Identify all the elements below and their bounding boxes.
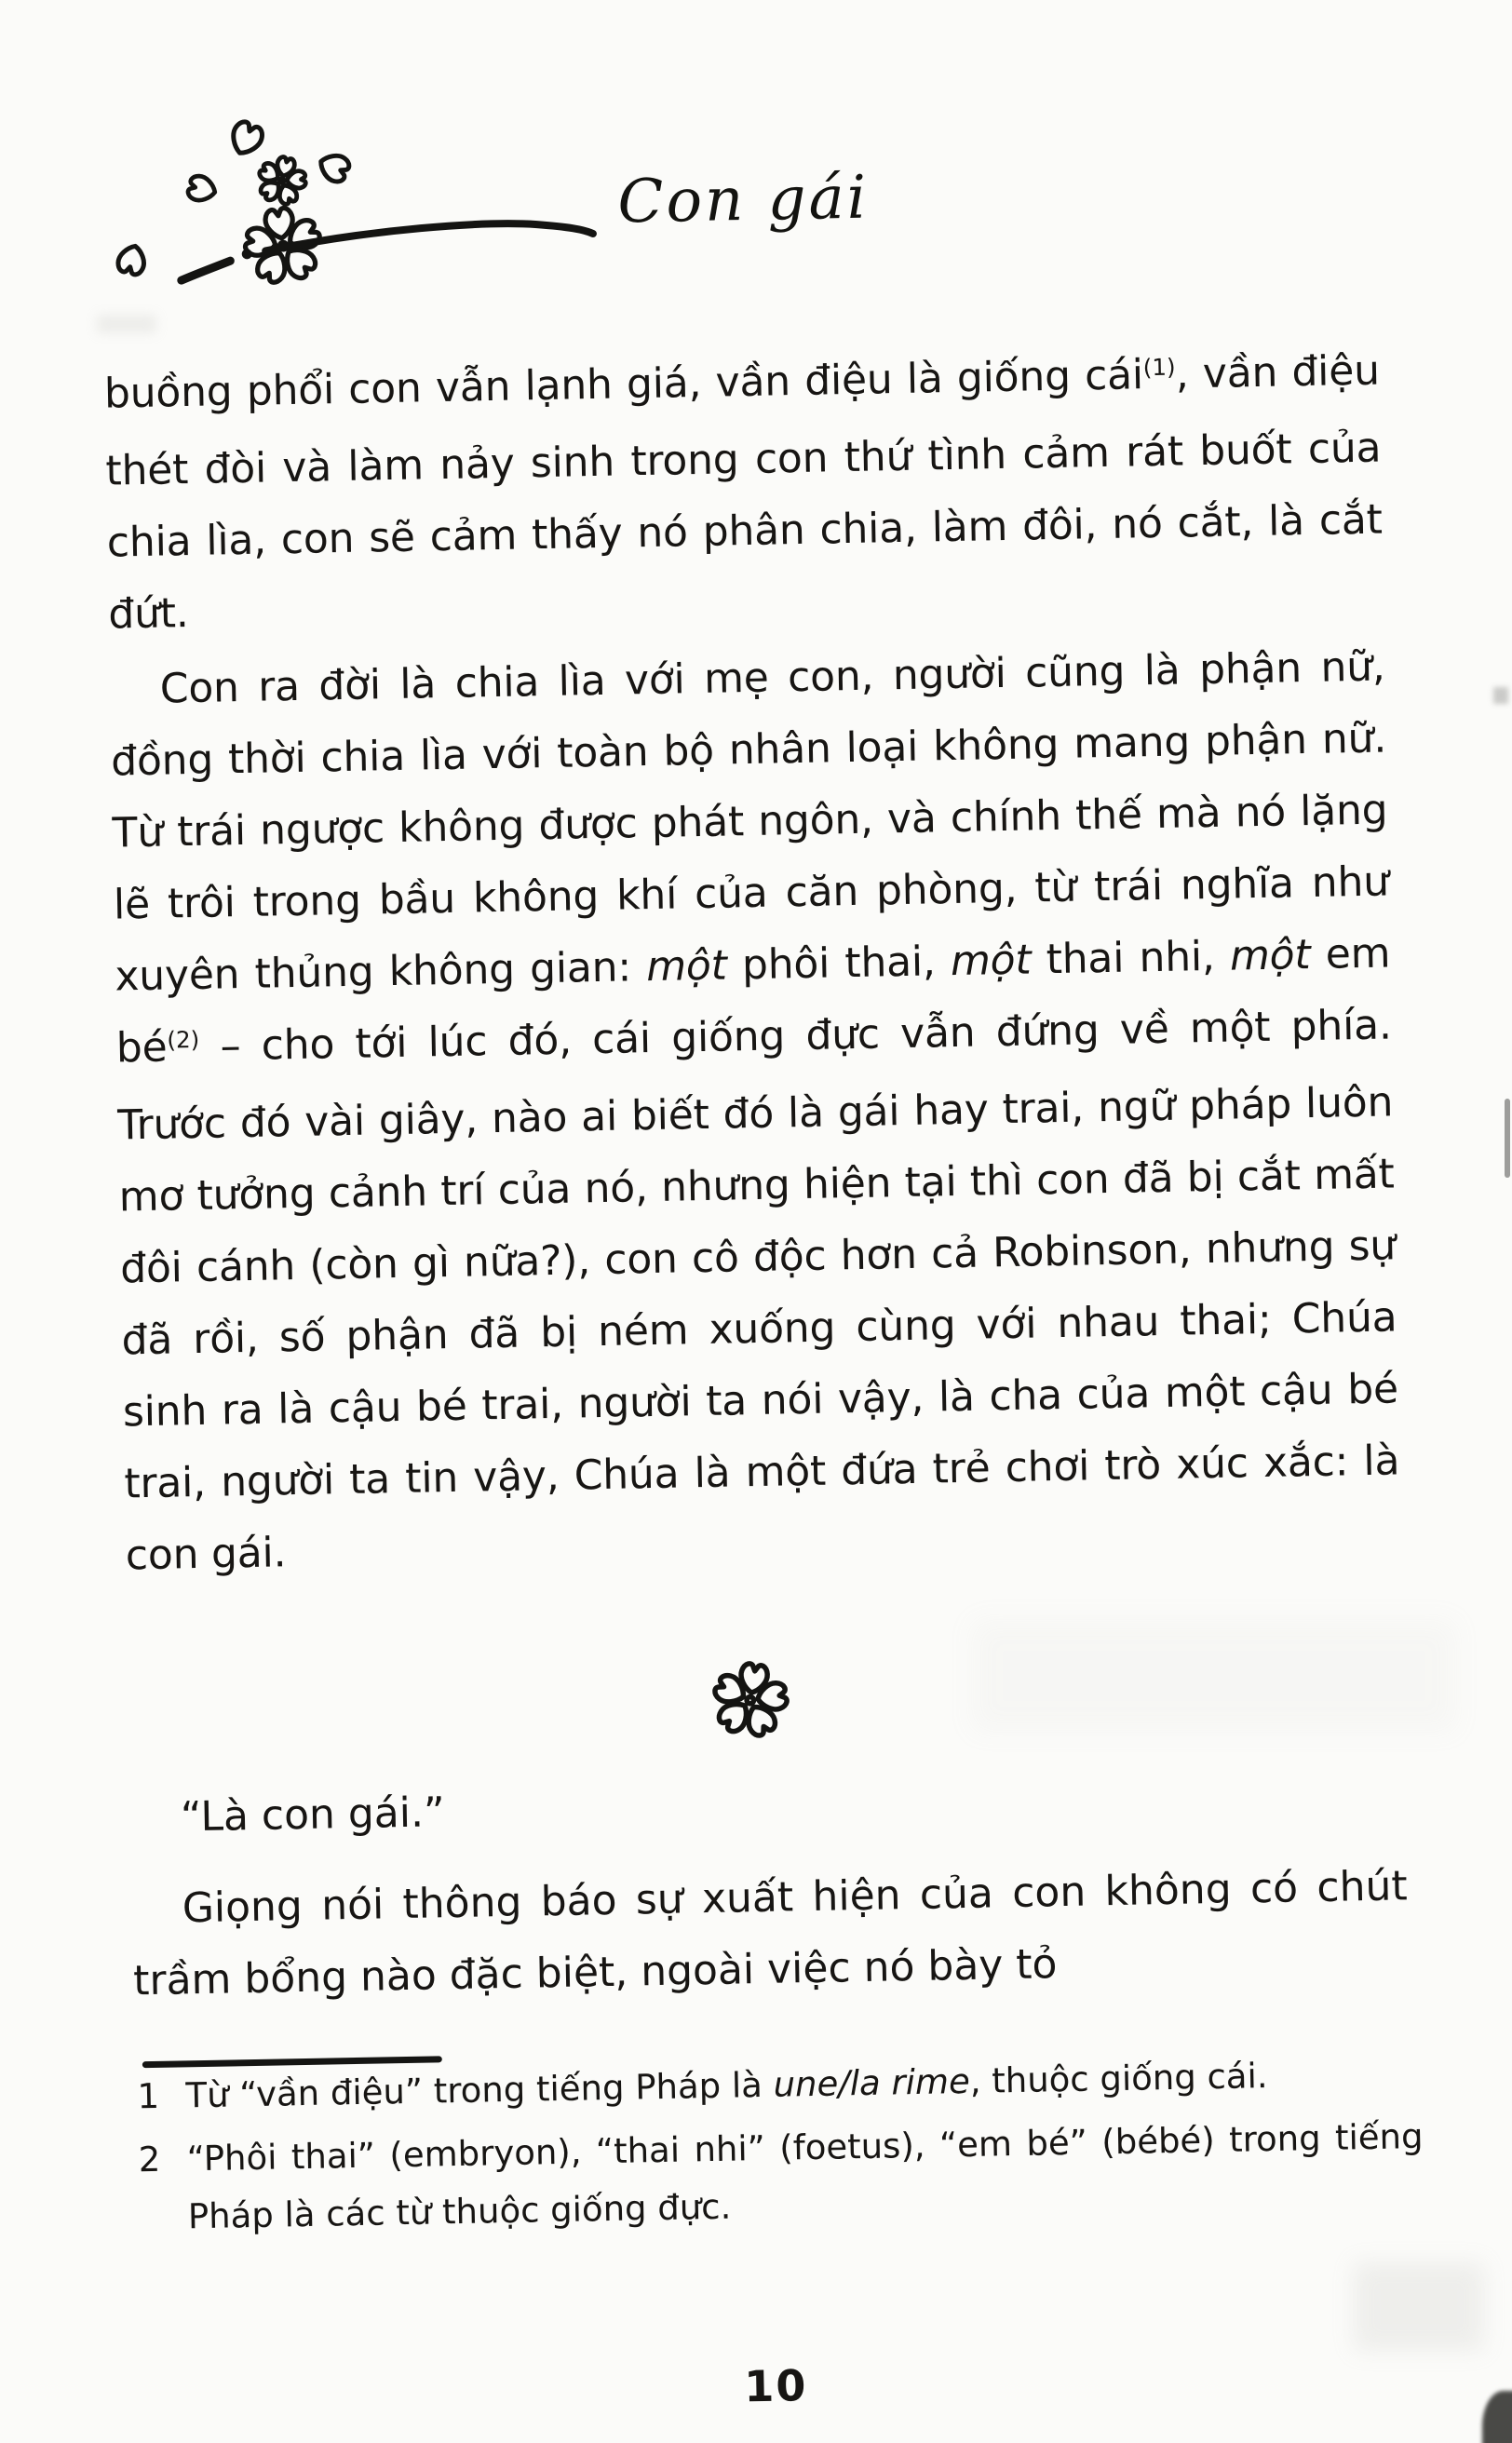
body-text bbox=[103, 335, 1401, 1592]
footnotes bbox=[137, 2038, 1424, 2247]
running-head-title: Con gái bbox=[616, 163, 870, 237]
scan-artifact bbox=[97, 315, 156, 333]
scan-artifact bbox=[1493, 687, 1508, 704]
scan-artifact bbox=[1354, 2262, 1484, 2351]
page-number: 10 bbox=[743, 2360, 808, 2412]
paragraph: Giọng nói thông báo sự xuất hiện của con không có chút trầm bổng nào đặc biệt, ngoài việc nó bày tỏ bbox=[132, 1862, 1409, 2005]
footnote-number: 1 bbox=[137, 2075, 160, 2117]
footnote-text: Từ “vần điệu” trong tiếng Pháp là une/la rime, thuộc giống cái. bbox=[185, 2056, 1268, 2116]
scan-artifact bbox=[1505, 1099, 1510, 1178]
quote-line: “Là con gái.” bbox=[180, 1788, 446, 1842]
paragraph: buồng phổi con vẫn lạnh giá, vần điệu là giống cái$^{(1)}$, vần điệu thét đòi và làm nảy sinh trong con thứ tình cảm rát buốt của chia lìa, con sẽ cảm thấy nó phân chia, làm đôi, nó cắt, là cắt đứt. bbox=[103, 346, 1384, 639]
footnote-text: “Phôi thai” (embryon), “thai nhi” (foetus), “em bé” (bébé) trong tiếng Pháp là các từ thuộc giống đực. bbox=[186, 2116, 1424, 2237]
paragraph: Con ra đời là chia lìa với mẹ con, người cũng là phận nữ, đồng thời chia lìa với toàn bộ nhân loại không mang phận nữ. Từ trái ngược không được phát ngôn, và chính thế mà nó lặng lẽ trôi trong bầu không khí của căn phòng, từ trái nghĩa như xuyên thủng không gian: một phôi thai, một thai nhi, một em $bé^{(2)}$ – cho tới lúc đó, cái giống đực vẫn đứng về một phía. Trước đó vài giây, nào ai biết đó là gái hay trai, ngữ pháp luôn mơ tưởng cảnh trí của nó, nhưng hiện tại thì con đã bị cắt mất đôi cánh (còn gì nữa?), con cô độc hơn cả Robinson, nhưng sự đã rồi, số phận đã bị ném xuống cùng với nhau thai; Chúa sinh ra là cậu bé trai, người ta nói vậy, là cha của một cậu bé trai, người ta tin vậy, Chúa là một đứa trẻ chơi trò xúc xắc: là con gái. bbox=[110, 642, 1400, 1580]
footnote-number: 2 bbox=[138, 2139, 161, 2180]
sakura-divider-icon bbox=[707, 1656, 794, 1744]
sakura-branch-ornament-icon bbox=[89, 96, 614, 310]
footnote bbox=[138, 2108, 1424, 2247]
scan-artifact bbox=[972, 1620, 1456, 1732]
